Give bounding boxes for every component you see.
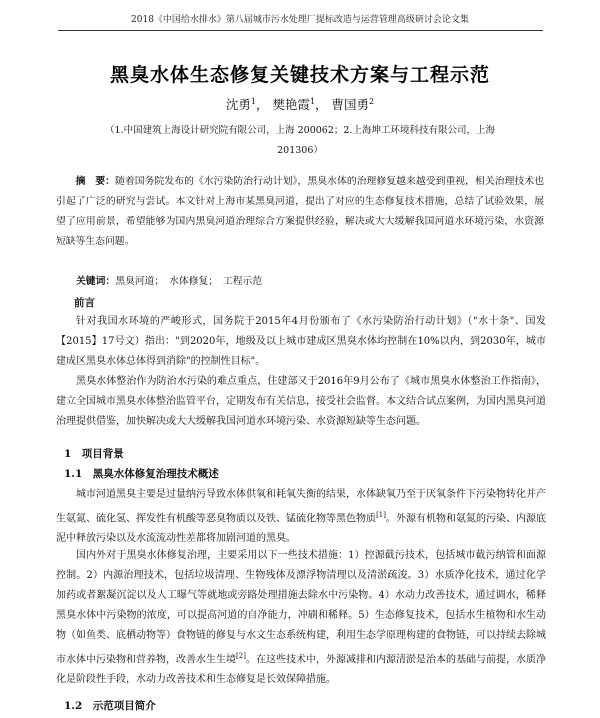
- keywords-text: 黑臭河道； 水体修复； 工程示范: [115, 276, 263, 287]
- affiliations: [70, 121, 530, 161]
- paragraph: [56, 546, 546, 690]
- running-header: 2018《中国给水排水》第八届城市污水处理厂提标改造与运营管理高级研讨会论文集: [131, 15, 469, 25]
- author-list: 沈勇$^1$， 樊艳霞$^1$， 曹国勇$^2$: [225, 96, 375, 112]
- paper-title: 黑臭水体生态修复关键技术方案与工程示范: [109, 64, 490, 86]
- author-name: 曹国勇: [331, 97, 370, 112]
- author-affiliation-mark: 2: [369, 96, 375, 106]
- author-name: 樊艳霞: [272, 97, 310, 112]
- abstract-label: 摘 要：: [75, 176, 116, 187]
- citation: [2]: [236, 652, 246, 660]
- section-heading-1: 1 项目背景: [64, 448, 124, 460]
- section-heading-1-1: 1.1 黑臭水体修复治理技术概述: [64, 468, 219, 480]
- section-heading-1-2: 1.2 示范项目简介: [64, 700, 156, 712]
- paragraph: 黑臭水体整治作为防治水污染的难点重点，住建部又于2016年9月公布了《城市黑臭水体整治工作指南》，建立全国城市黑臭水体整治监管平台，定期发布有关信息，接受社会监督。本文结合试点案例，为国内黑臭河道治理提供借鉴，加快解决或大大缓解我国河道水环境污染、水资源短缺等生态问题。: [56, 376, 546, 427]
- author-affiliation-mark: 1: [309, 96, 316, 106]
- paragraph-text: 国内外对于黑臭水体修复治理，主要采用以下一些技术措施：1）控源截污技术，包括城市截污纳管和面源控制。2）内源治理技术，包括垃圾清理、生物残体及漂浮物清理以及清淤疏浚。3）水质净化技术，通过化学加药或者絮凝沉淀以及人工曝气等就地或旁路处理措施去除水中污染物。4）水动力改善技术，通过调水，稀释黑臭水体中污染物的浓度，可以提高河道的自净能力，冲刷和稀释。5）生态修复技术，包括水生植物和水生动物（如鱼类、底栖动物等）食物链的修复与水文生态系统构建，利用生态学原理构建的食物链，可以持续去除城市水体中污染物和营养物，改善水生生境: [56, 550, 546, 666]
- paragraph-text: 。在这些技术中，外源减排和内源清淤是治本的基础与前提，水质净化是阶段性手段，水动力改善技术和生态修复是长效保障措施。: [56, 654, 547, 686]
- paragraph-text: 。外源有机物和氨氮的污染、内源底泥中释放污染以及水流流动性差都将加剧河道的黑臭。: [56, 513, 547, 545]
- author-affiliation-mark: 1: [250, 96, 256, 106]
- paragraph: 针对我国水环境的严峻形式，国务院于2015年4月份颁布了《水污染防治行动计划》（"水十条"、国发【2015】17号文）指出："到2020年，地级及以上城市建成区黑臭水体均控制在10%以内，到2030年，城市建成区黑臭水体总体得到消除"的控制性目标"。: [56, 316, 546, 367]
- citation: [1]: [376, 511, 386, 519]
- section-heading-preface: 前言: [74, 297, 95, 309]
- abstract: [56, 172, 544, 252]
- paragraph: [56, 485, 546, 549]
- abstract-text: 随着国务院发布的《水污染防治行动计划》，黑臭水体的治理修复越来越受到重视，相关治理技术也引起了广泛的研究与尝试。本文针对上海市某黑臭河道，提出了对应的生态修复技术措施，总结了试验效果，展望了应用前景，希望能够为国内黑臭河道治理综合方案提供经验，解决或大大缓解我国河道水环境污染，水资源短缺等生态问题。: [56, 176, 544, 247]
- paragraph-text: 城市河道黑臭主要是过量纳污导致水体供氧和耗氧失衡的结果，水体缺氧乃至于厌氧条件下污染物转化并产生氨氮、硫化氢、挥发性有机酸等恶臭物质以及铁、锰硫化物等黑色物质: [56, 489, 546, 525]
- affiliation-line: 201306）: [277, 145, 323, 156]
- author-name: 沈勇: [225, 97, 251, 112]
- keywords: [76, 273, 546, 287]
- header-divider: [58, 30, 543, 31]
- keywords-label: 关键词：: [76, 276, 116, 287]
- affiliation-line: （1.中国建筑上海设计研究院有限公司，上海 200062；2.上海坤工环境科技有限公司，上海: [105, 125, 495, 136]
